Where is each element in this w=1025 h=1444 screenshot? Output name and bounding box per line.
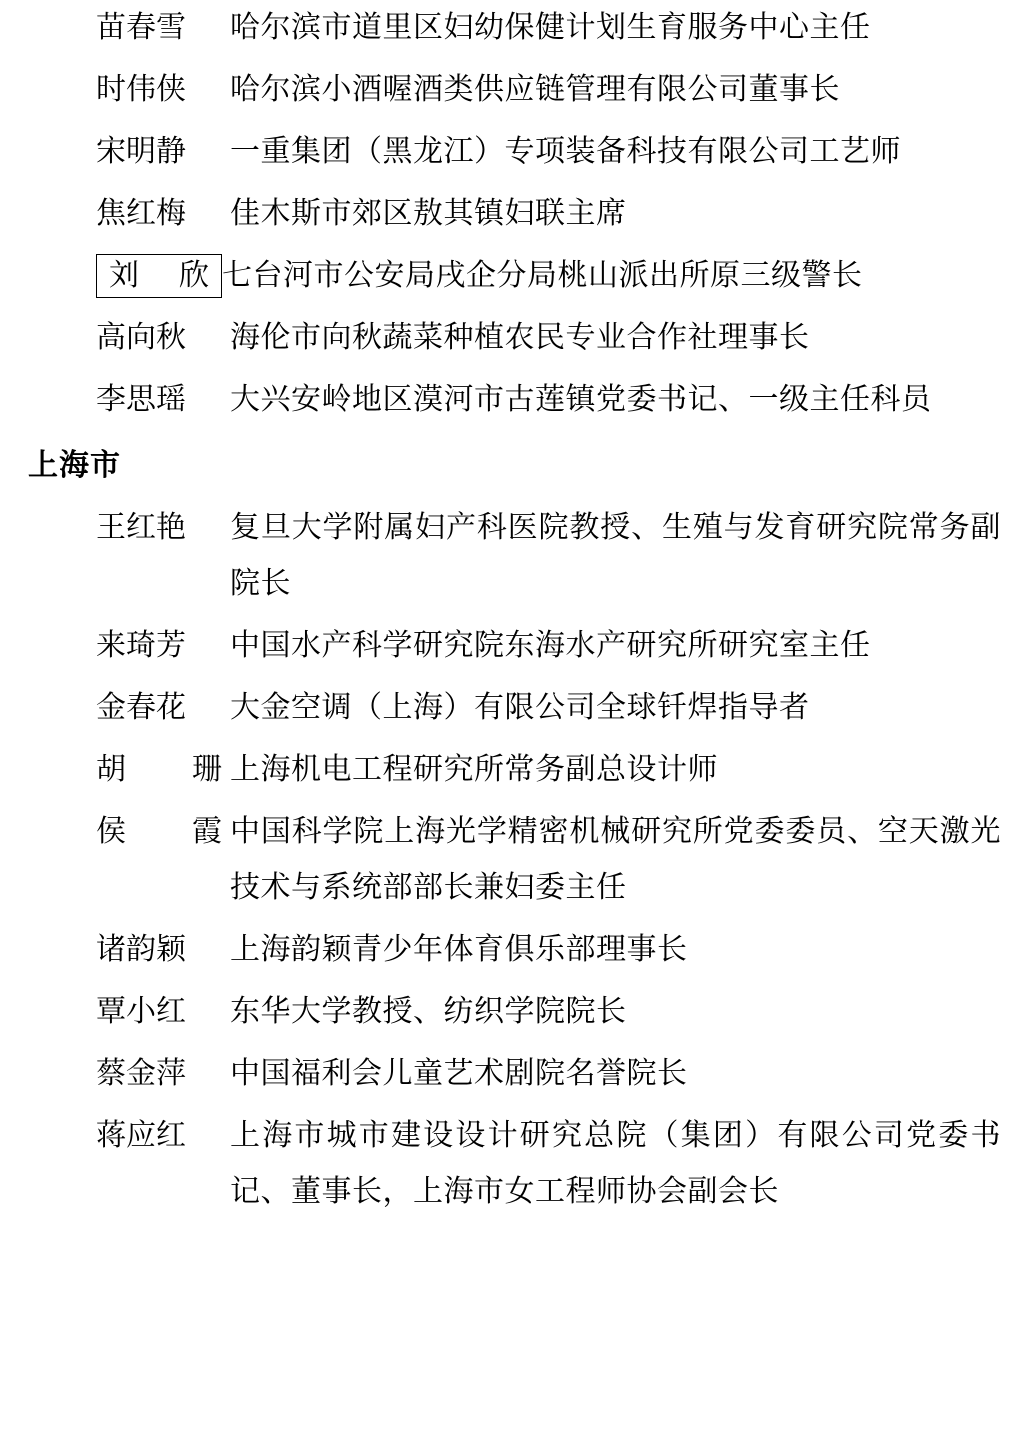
person-name-char: 刘 (109, 258, 139, 293)
person-name: 宋明静 (96, 134, 186, 169)
list-item (0, 1046, 1025, 1102)
list-item (0, 372, 1025, 428)
person-name: 高向秋 (96, 320, 186, 355)
person-name: 李思瑶 (96, 382, 186, 417)
person-title: 大兴安岭地区漠河市古莲镇党委书记、一级主任科员 (230, 382, 932, 417)
person-name-char: 霞 (192, 814, 222, 849)
person-name: 王红艳 (96, 510, 186, 545)
person-title: 哈尔滨市道里区妇幼保健计划生育服务中心主任 (230, 10, 871, 45)
person-name: 焦红梅 (96, 196, 186, 231)
list-item (0, 62, 1025, 118)
list-item (0, 0, 1025, 56)
person-title: 上海市城市建设设计研究总院（集团）有限公司党委书记、董事长，上海市女工程师协会副会长 (230, 1118, 1001, 1209)
list-item (0, 742, 1025, 798)
person-name: 蔡金萍 (96, 1056, 186, 1091)
list-item (0, 1108, 1025, 1220)
person-title: 东华大学教授、纺织学院院长 (230, 994, 627, 1029)
person-name: 来琦芳 (96, 628, 186, 663)
list-item (0, 680, 1025, 736)
person-title: 中国水产科学研究院东海水产研究所研究室主任 (230, 628, 871, 663)
person-name (96, 804, 230, 860)
person-title: 上海韵颖青少年体育俱乐部理事长 (230, 932, 688, 967)
person-name-char: 侯 (96, 814, 126, 849)
list-item (0, 310, 1025, 366)
person-name (96, 254, 222, 298)
section-heading: 上海市 (28, 448, 121, 483)
person-title: 上海机电工程研究所常务副总设计师 (230, 752, 718, 787)
person-name: 覃小红 (96, 994, 186, 1029)
person-name-char: 胡 (96, 752, 126, 787)
person-title: 大金空调（上海）有限公司全球钎焊指导者 (230, 690, 810, 725)
person-name (96, 742, 230, 798)
list-item (0, 124, 1025, 180)
list-item (0, 618, 1025, 674)
person-name: 时伟侠 (96, 72, 186, 107)
person-title: 中国科学院上海光学精密机械研究所党委委员、空天激光技术与系统部部长兼妇委主任 (230, 814, 1001, 905)
person-name: 苗春雪 (96, 10, 186, 45)
person-title: 复旦大学附属妇产科医院教授、生殖与发育研究院常务副院长 (230, 510, 1001, 601)
person-title: 哈尔滨小酒喔酒类供应链管理有限公司董事长 (230, 72, 840, 107)
list-item (0, 922, 1025, 978)
list-item (0, 500, 1025, 612)
list-item (0, 186, 1025, 242)
person-title: 海伦市向秋蔬菜种植农民专业合作社理事长 (230, 320, 810, 355)
person-name: 蒋应红 (96, 1118, 186, 1153)
person-name-char: 欣 (179, 258, 209, 293)
person-name: 诸韵颖 (96, 932, 186, 967)
person-name: 金春花 (96, 690, 186, 725)
list-item (0, 248, 1025, 304)
person-title: 中国福利会儿童艺术剧院名誉院长 (230, 1056, 688, 1091)
list-item (0, 804, 1025, 916)
person-title: 七台河市公安局戌企分局桃山派出所原三级警长 (222, 258, 863, 293)
list-item (0, 984, 1025, 1040)
person-name-char: 珊 (192, 752, 222, 787)
person-title: 一重集团（黑龙江）专项装备科技有限公司工艺师 (230, 134, 901, 169)
person-title: 佳木斯市郊区敖其镇妇联主席 (230, 196, 627, 231)
